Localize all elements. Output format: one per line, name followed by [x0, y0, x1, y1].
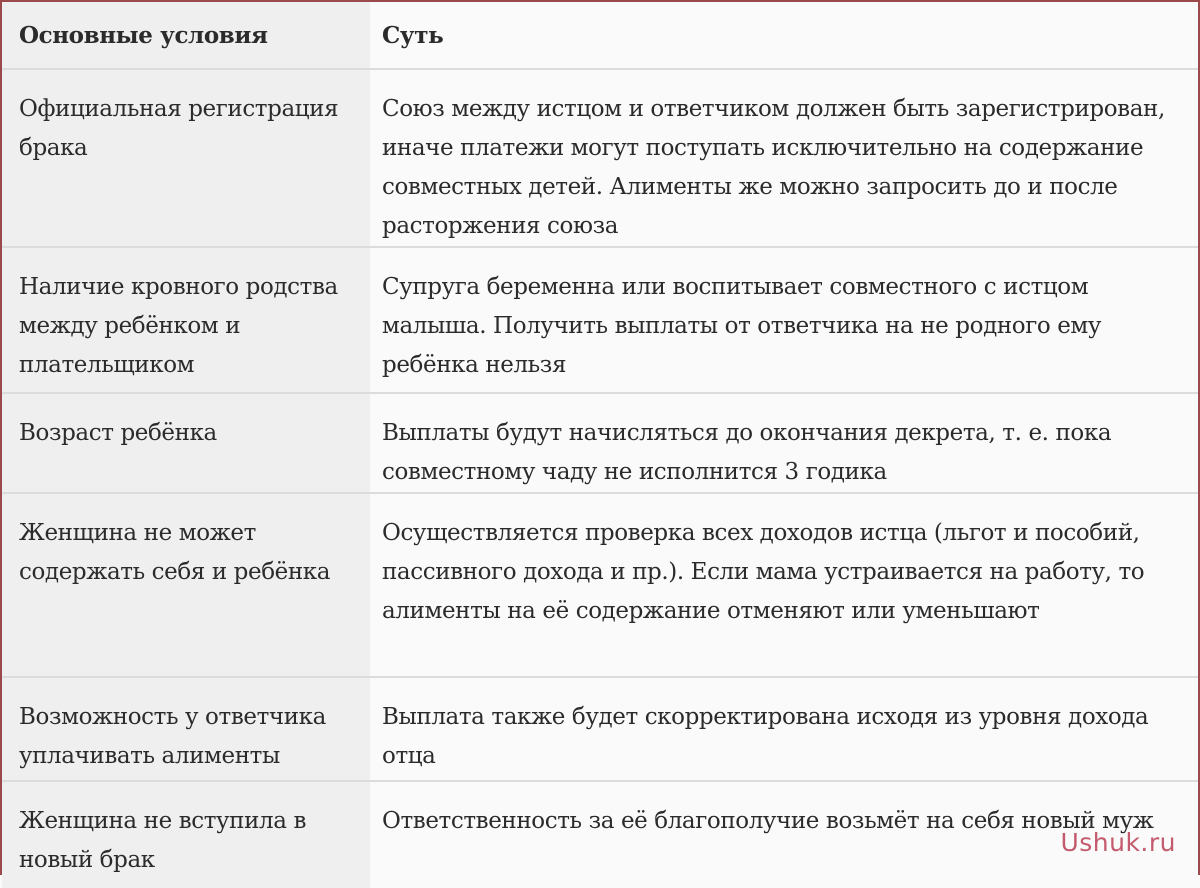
condition-cell: Официальная регистрация брака — [2, 69, 370, 247]
essence-cell: Ответственность за её благополучие возьмёт на себя новый муж — [370, 781, 1198, 888]
header-essence: Суть — [370, 2, 1198, 69]
condition-cell: Возможность у ответчика уплачивать алименты — [2, 677, 370, 781]
essence-cell: Осуществляется проверка всех доходов истца (льгот и пособий, пассивного дохода и пр.). Если мама устраивается на работу, то алименты на её содержание отменяют или уменьшают — [370, 493, 1198, 677]
table-header-row — [2, 2, 1198, 69]
header-conditions: Основные условия — [2, 2, 370, 69]
condition-cell: Возраст ребёнка — [2, 393, 370, 493]
site-watermark: Ushuk.ru — [1060, 828, 1176, 857]
condition-cell: Наличие кровного родства между ребёнком и плательщиком — [2, 247, 370, 393]
table-row — [2, 69, 1198, 247]
essence-cell: Супруга беременна или воспитывает совместного с истцом малыша. Получить выплаты от ответчика на не родного ему ребёнка нельзя — [370, 247, 1198, 393]
table-row — [2, 781, 1198, 888]
condition-cell: Женщина не может содержать себя и ребёнка — [2, 493, 370, 677]
table-row — [2, 677, 1198, 781]
table-row — [2, 247, 1198, 393]
essence-cell: Выплата также будет скорректирована исходя из уровня дохода отца — [370, 677, 1198, 781]
essence-cell: Союз между истцом и ответчиком должен быть зарегистрирован, иначе платежи могут поступать исключительно на содержание совместных детей. Алименты же можно запросить до и после расторжения союза — [370, 69, 1198, 247]
alimony-conditions-table — [2, 2, 1198, 888]
essence-cell: Выплаты будут начисляться до окончания декрета, т. е. пока совместному чаду не исполнится 3 годика — [370, 393, 1198, 493]
condition-cell: Женщина не вступила в новый брак — [2, 781, 370, 888]
table-row — [2, 493, 1198, 677]
table-row — [2, 393, 1198, 493]
